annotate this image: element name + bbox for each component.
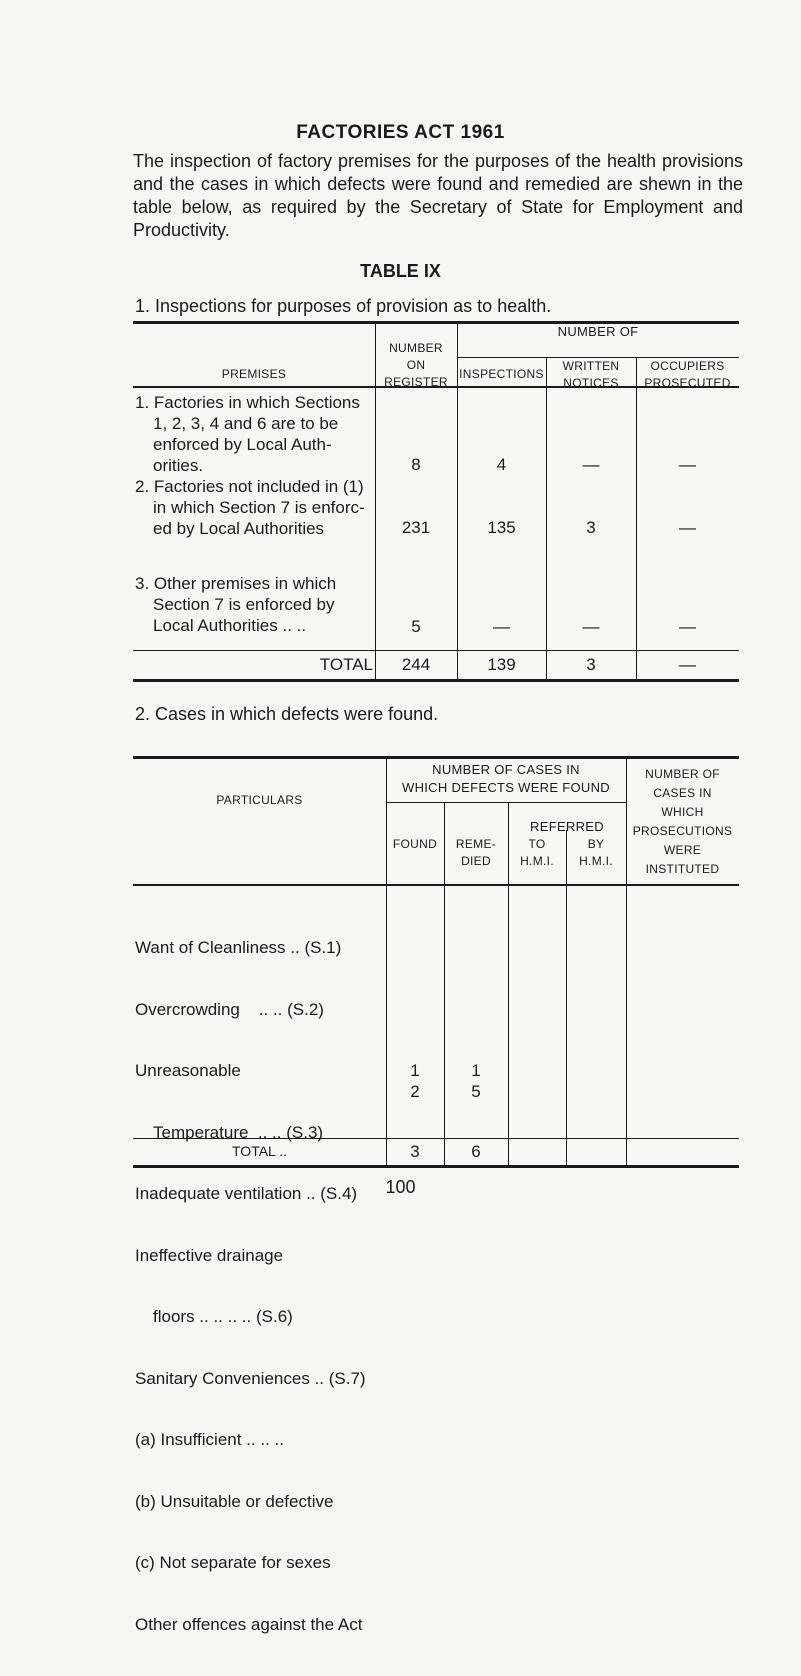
list-item: Unreasonable: [135, 1061, 241, 1080]
header-line: INSTITUTED: [645, 862, 720, 876]
cell-notices: —: [582, 455, 600, 474]
header-prosecuted: [636, 358, 739, 392]
header-line: PROSECUTIONS: [632, 824, 733, 838]
header-particulars: PARTICULARS: [216, 793, 303, 807]
cell-remedied: 5: [471, 1082, 481, 1101]
header-divider: [386, 802, 626, 803]
header-line: DIED: [461, 854, 491, 868]
header-premises: PREMISES: [221, 367, 287, 381]
header-number-of: NUMBER OF: [557, 324, 639, 339]
header-line: H.M.I.: [520, 854, 554, 868]
total-notices: 3: [586, 655, 596, 674]
cell-inspections: —: [493, 617, 510, 636]
header-prosecutions: [626, 765, 739, 879]
section1-title: 1. Inspections for purposes of provision as to health.: [135, 296, 552, 316]
header-register: [375, 340, 457, 391]
cell-inspections: 135: [487, 518, 516, 537]
page-number: 100: [385, 1177, 416, 1197]
list-item: floors .. .. .. .. (S.6): [153, 1307, 293, 1326]
row-line: 1. Factories in which Sections: [135, 393, 360, 412]
header-line: REME-: [455, 837, 497, 851]
header-remedied: [444, 836, 508, 870]
header-line: BY: [587, 837, 605, 851]
header-inspections: INSPECTIONS: [459, 367, 544, 381]
total-register: 244: [401, 655, 431, 674]
header-line: NOTICES: [563, 376, 619, 390]
header-referred: REFERRED: [530, 819, 604, 834]
header-line: OCCUPIERS: [650, 359, 725, 373]
cell-register: 5: [411, 617, 421, 636]
table-row-label: [135, 392, 375, 476]
table-top-rule: [133, 756, 739, 759]
list-item: Sanitary Conveniences .. (S.7): [135, 1368, 366, 1388]
header-line: TO: [528, 837, 546, 851]
total-label: TOTAL ..: [232, 1143, 287, 1159]
table-bottom-rule: [133, 679, 739, 682]
cell-found: 1: [410, 1061, 420, 1080]
header-referred-by: [566, 836, 626, 870]
cell-prosecuted: —: [679, 617, 696, 636]
cell-found: 2: [410, 1082, 420, 1101]
header-line: ON: [406, 358, 426, 372]
total-remedied: 6: [471, 1142, 481, 1161]
row-line: Local Authorities .. ..: [153, 616, 307, 635]
col-divider: [566, 830, 567, 1166]
cell-register: 8: [411, 455, 421, 474]
row-line: orities.: [153, 456, 204, 475]
cell-prosecuted: —: [679, 455, 696, 474]
header-line: WHICH DEFECTS WERE FOUND: [402, 780, 610, 795]
header-found: FOUND: [392, 837, 438, 851]
header-line: CASES IN: [653, 786, 712, 800]
row-line: Section 7 is enforced by: [153, 595, 335, 614]
col-divider: [386, 757, 387, 1166]
header-line: H.M.I.: [579, 854, 613, 868]
header-line: PROSECUTED: [644, 376, 731, 390]
cell-register: 231: [401, 518, 431, 537]
particulars-list: [135, 897, 385, 1676]
intro-paragraph: The inspection of factory premises for the purposes of the health provisions and the cases in which defects were found and remedied are shewn in the table below, as required by the Secretary of State for Employment and Productivity.: [133, 151, 743, 240]
cell-notices: 3: [586, 518, 596, 537]
cell-inspections: 4: [496, 455, 507, 474]
list-item: Ineffective drainage: [135, 1245, 284, 1265]
header-line: WERE: [663, 843, 702, 857]
header-line: REGISTER: [384, 375, 448, 389]
total-label: TOTAL: [319, 655, 373, 674]
header-cases-group: [386, 761, 626, 797]
cell-remedied: 1: [471, 1061, 481, 1080]
list-item: Other offences against the Act: [135, 1614, 363, 1634]
list-item: Overcrowding .. .. (S.2): [135, 999, 324, 1019]
total-inspections: 139: [487, 655, 516, 674]
header-line: NUMBER OF: [645, 767, 720, 781]
header-notices: [546, 358, 636, 392]
total-prosecuted: —: [679, 655, 696, 674]
list-item: (b) Unsuitable or defective: [135, 1491, 334, 1511]
row-line: ed by Local Authorities: [153, 519, 325, 538]
row-line: in which Section 7 is enforc-: [153, 498, 365, 517]
table-title: TABLE IX: [360, 261, 441, 281]
list-item: Want of Cleanliness .. (S.1): [135, 938, 342, 957]
total-found: 3: [410, 1142, 420, 1161]
row-line: 2. Factories not included in (1): [135, 477, 364, 496]
header-bottom-rule: [133, 884, 739, 886]
cell-prosecuted: —: [679, 518, 696, 537]
page-title: FACTORIES ACT 1961: [296, 122, 505, 143]
header-line: WRITTEN: [562, 359, 620, 373]
row-line: enforced by Local Auth-: [153, 435, 332, 454]
list-item: (a) Insufficient .. .. ..: [135, 1430, 284, 1449]
total-top-rule: [133, 650, 739, 651]
row-line: 1, 2, 3, 4 and 6 are to be: [153, 414, 339, 433]
header-line: NUMBER OF CASES IN: [432, 762, 580, 777]
section2-title: 2. Cases in which defects were found.: [135, 704, 439, 724]
list-item: Inadequate ventilation .. (S.4): [135, 1184, 358, 1203]
cell-notices: —: [582, 617, 600, 636]
row-line: 3. Other premises in which: [135, 574, 337, 593]
list-item: (c) Not separate for sexes: [135, 1553, 331, 1572]
list-item: Temperature .. .. (S.3): [153, 1122, 324, 1142]
table-row-label: [135, 573, 375, 636]
table-row-label: [135, 476, 375, 539]
header-line: WHICH: [661, 805, 704, 819]
header-referred-to: [508, 836, 566, 870]
header-line: NUMBER: [389, 341, 443, 355]
